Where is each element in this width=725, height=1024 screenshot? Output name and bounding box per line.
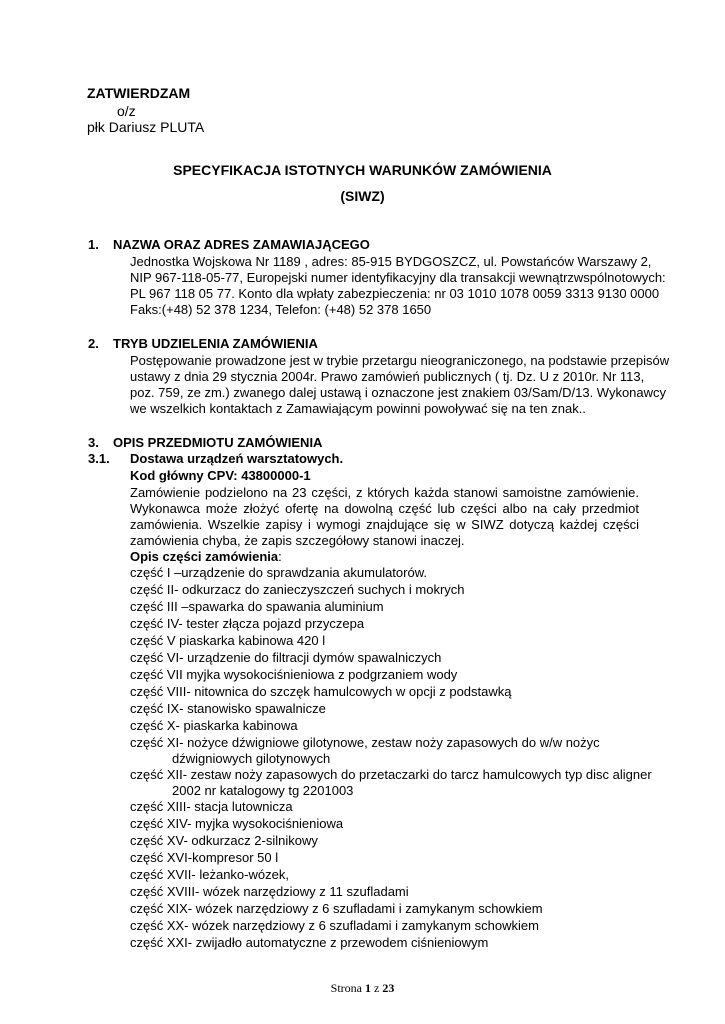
- list-item: część VI- urządzenie do filtracji dymów spawalniczych: [130, 650, 442, 665]
- list-item: część VIII- nitownica do szczęk hamulcowych w opcji z podstawką: [130, 684, 512, 699]
- list-item: część III –spawarka do spawania aluminium: [130, 599, 384, 614]
- list-item: część IV- tester złącza pojazd przyczepa: [130, 616, 365, 631]
- list-item: część I –urządzenie do sprawdzania akumulatorów.: [130, 565, 427, 580]
- list-item-continuation: dźwigniowych gilotynowych: [172, 751, 331, 766]
- list-item: część IX- stanowisko spawalnicze: [130, 701, 326, 716]
- section-3-paragraph-line: zamówienia. Wszelkie zapisy i wymogi znajdujące się w SIWZ dotyczą każdej części: [130, 517, 639, 532]
- list-item: część II- odkurzacz do zanieczyszczeń suchych i mokrych: [130, 582, 465, 597]
- section-2-number: 2.: [88, 336, 99, 351]
- section-2-line: we wszelkich kontaktach z Zamawiającym powinni powoływać się na ten znak..: [130, 401, 586, 416]
- footer-prefix: Strona: [330, 981, 362, 995]
- list-item: część XII- zestaw noży zapasowych do przetaczarki do tarcz hamulcowych typ disc aligner: [130, 767, 652, 782]
- footer-total: 23: [382, 981, 395, 995]
- list-item: część VII myjka wysokociśnieniowa z podgrzaniem wody: [130, 667, 458, 682]
- section-2-line: poz. 759, ze zm.) zwanego dalej ustawą i oznaczone jest znakiem 03/Sam/D/13. Wykonawcy: [130, 385, 667, 400]
- list-item: część XIII- stacja lutownicza: [130, 799, 293, 814]
- parts-heading: [130, 548, 282, 565]
- section-3-paragraph-line: Wykonawca może złożyć ofertę na dowolną część lub części albo na cały przedmiot: [130, 501, 639, 516]
- list-item: część XIX- wózek narzędziowy z 6 szufladami i zamykanym schowkiem: [130, 901, 543, 916]
- section-1-heading: NAZWA ORAZ ADRES ZAMAWIAJĄCEGO: [113, 237, 370, 252]
- section-2-line: ustawy z dnia 29 stycznia 2004r. Prawo zamówień publicznych ( tj. Dz. U z 2010r. Nr 113,: [130, 369, 645, 384]
- list-item: część XVI-kompresor 50 l: [130, 850, 279, 865]
- section-1-line: PL 967 118 05 77. Konto dla wpłaty zabezpieczenia: nr 03 1010 1078 0059 3313 9130 0000: [130, 286, 660, 301]
- section-2-line: Postępowanie prowadzone jest w trybie przetargu nieograniczonego, na podstawie przepisów: [130, 353, 670, 368]
- document-subtitle: (SIWZ): [340, 188, 385, 204]
- section-2-heading: TRYB UDZIELENIA ZAMÓWIENIA: [113, 336, 318, 351]
- section-1-line: Faks:(+48) 52 378 1234, Telefon: (+48) 52 378 1650: [130, 302, 432, 317]
- section-3-paragraph-line: Zamówienie podzielono na 23 części, z których każda stanowi samoistne zamówienie.: [130, 485, 639, 500]
- list-item: część XIV- myjka wysokociśnieniowa: [130, 816, 344, 831]
- list-item: część XXI- zwijadło automatyczne z przewodem ciśnieniowym: [130, 935, 489, 950]
- list-item: część XV- odkurzacz 2-silnikowy: [130, 833, 318, 848]
- list-item: część XVIII- wózek narzędziowy z 11 szufladami: [130, 884, 409, 899]
- cpv-code: Kod główny CPV: 43800000-1: [130, 468, 311, 483]
- section-3-paragraph-line: zamówienia chyba, że zapis szczegółowy stanowi inaczej.: [130, 533, 465, 548]
- section-3-number: 3.: [88, 435, 99, 450]
- page-footer: [0, 981, 725, 996]
- approval-signatory: płk Dariusz PLUTA: [87, 119, 205, 135]
- section-3-heading: OPIS PRZEDMIOTU ZAMÓWIENIA: [113, 435, 323, 450]
- list-item: część XVII- leżanko-wózek,: [130, 867, 289, 882]
- section-3-1-number: 3.1.: [88, 451, 110, 466]
- list-item: część V piaskarka kabinowa 420 l: [130, 633, 326, 648]
- section-1-line: Jednostka Wojskowa Nr 1189 , adres: 85-915 BYDGOSZCZ, ul. Powstańców Warszawy 2,: [130, 254, 652, 269]
- footer-of: z: [374, 981, 380, 995]
- document-title: SPECYFIKACJA ISTOTNYCH WARUNKÓW ZAMÓWIENIA: [173, 162, 552, 178]
- list-item: część XX- wózek narzędziowy z 6 szufladami i zamykanym schowkiem: [130, 918, 539, 933]
- approval-title: ZATWIERDZAM: [87, 85, 191, 101]
- parts-heading-colon: :: [278, 549, 282, 564]
- list-item-continuation: 2002 nr katalogowy tg 2201003: [172, 783, 354, 798]
- list-item: część XI- nożyce dźwigniowe gilotynowe, zestaw noży zapasowych do w/w nożyc: [130, 735, 600, 750]
- section-1-number: 1.: [88, 237, 99, 252]
- approval-for: o/z: [117, 103, 136, 119]
- footer-page: 1: [365, 981, 371, 995]
- section-3-1-heading: Dostawa urządzeń warsztatowych.: [130, 451, 344, 466]
- parts-heading-label: Opis części zamówienia: [130, 549, 279, 564]
- section-1-line: NIP 967-118-05-77, Europejski numer identyfikacyjny dla transakcji wewnątrzwspólnotowych:: [130, 270, 666, 285]
- list-item: część X- piaskarka kabinowa: [130, 718, 298, 733]
